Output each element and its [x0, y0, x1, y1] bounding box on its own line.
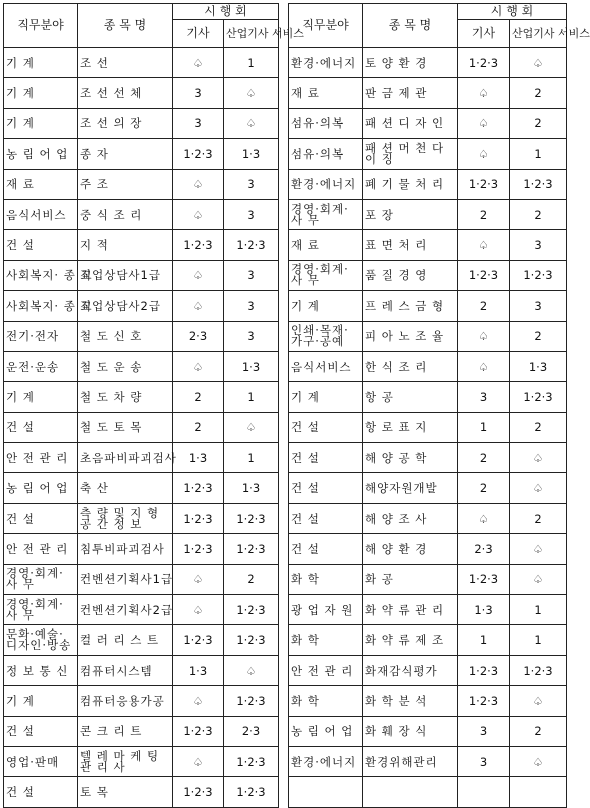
gisa-cell: 1·3: [173, 443, 224, 473]
field-cell: 농 림 어 업: [4, 139, 78, 169]
header-item: 종 목 명: [363, 4, 458, 48]
industrial-cell: 2: [510, 199, 567, 229]
gisa-cell: ♤: [173, 260, 224, 290]
industrial-cell: 3: [224, 291, 279, 321]
field-cell: 건 설: [289, 473, 363, 503]
industrial-cell: 2: [510, 412, 567, 442]
item-cell: 컨벤션기획사2급: [78, 595, 173, 625]
field-cell: 광 업 자 원: [289, 595, 363, 625]
field-cell: 기 계: [289, 382, 363, 412]
field-cell: 사회복지· 종 교: [4, 291, 78, 321]
gisa-cell: 1·2·3: [458, 48, 510, 78]
industrial-cell: 3: [224, 260, 279, 290]
table-row: [4, 746, 279, 776]
industrial-cell: 1: [224, 443, 279, 473]
field-cell: 경영·회계· 사 무: [289, 260, 363, 290]
field-cell: 건 설: [4, 412, 78, 442]
industrial-cell: 2: [510, 108, 567, 138]
field-cell: 건 설: [4, 777, 78, 807]
field-cell: 건 설: [289, 412, 363, 442]
table-row: [289, 48, 567, 78]
item-cell: 컨벤션기획사1급: [78, 564, 173, 594]
industrial-cell: ♤: [224, 108, 279, 138]
table-row: [289, 716, 567, 746]
industrial-cell: 1·2·3: [510, 382, 567, 412]
gisa-cell: 2·3: [458, 534, 510, 564]
field-cell: 문화·예술· 디자인·방송: [4, 625, 78, 655]
item-cell: 종 자: [78, 139, 173, 169]
industrial-cell: 1·3: [224, 351, 279, 381]
header-exam: 시 행 회: [458, 4, 567, 20]
table-row: [289, 321, 567, 351]
table-row: [4, 230, 279, 260]
table-row: [4, 291, 279, 321]
table-row: [4, 595, 279, 625]
table-row: [4, 139, 279, 169]
field-cell: 섬유·의복: [289, 139, 363, 169]
table-row: [289, 686, 567, 716]
table-row: [4, 48, 279, 78]
field-cell: 인쇄·목재· 가구·공예: [289, 321, 363, 351]
field-cell: 경영·회계· 사 무: [4, 595, 78, 625]
item-cell: 침투비파괴검사: [78, 534, 173, 564]
item-cell: 판 금 제 관: [363, 78, 458, 108]
industrial-cell: 1: [510, 595, 567, 625]
right-body: [289, 48, 567, 808]
gisa-cell: ♤: [173, 199, 224, 229]
item-cell: 철 도 토 목: [78, 412, 173, 442]
industrial-cell: ♤: [510, 48, 567, 78]
gisa-cell: 2·3: [173, 321, 224, 351]
table-row: [289, 777, 567, 807]
field-cell: 안 전 관 리: [4, 534, 78, 564]
table-row: [289, 230, 567, 260]
gisa-cell: 3: [173, 78, 224, 108]
item-cell: 직업상담사1급: [78, 260, 173, 290]
industrial-cell: ♤: [510, 443, 567, 473]
gisa-cell: 1·2·3: [173, 625, 224, 655]
industrial-cell: 2: [224, 564, 279, 594]
field-cell: 음식서비스: [4, 199, 78, 229]
header-field: 직무분야: [289, 4, 363, 48]
item-cell: 해 양 공 학: [363, 443, 458, 473]
table-row: [289, 412, 567, 442]
item-cell: 조 선 의 장: [78, 108, 173, 138]
item-cell: 항 공: [363, 382, 458, 412]
gisa-cell: ♤: [173, 48, 224, 78]
gisa-cell: ♤: [458, 78, 510, 108]
industrial-cell: 3: [224, 199, 279, 229]
header-industrial: 산업기사 서비스: [510, 20, 567, 48]
table-row: [4, 655, 279, 685]
item-cell: 토 양 환 경: [363, 48, 458, 78]
field-cell: 사회복지· 종 교: [4, 260, 78, 290]
gisa-cell: 1·2·3: [458, 686, 510, 716]
right-header: [289, 4, 590, 48]
table-row: [289, 169, 567, 199]
field-cell: 건 설: [289, 503, 363, 533]
table-row: [289, 564, 567, 594]
gisa-cell: 3: [173, 108, 224, 138]
industrial-cell: 1·2·3: [510, 655, 567, 685]
field-cell: 기 계: [4, 382, 78, 412]
gisa-cell: ♤: [458, 351, 510, 381]
field-cell: 화 학: [289, 564, 363, 594]
item-cell: 한 식 조 리: [363, 351, 458, 381]
left-body: [4, 48, 279, 808]
table-row: [4, 716, 279, 746]
gisa-cell: ♤: [458, 108, 510, 138]
gisa-cell: 1: [458, 625, 510, 655]
field-cell: 경영·회계· 사 무: [4, 564, 78, 594]
field-cell: 섬유·의복: [289, 108, 363, 138]
table-row: [289, 78, 567, 108]
gisa-cell: 2: [458, 199, 510, 229]
table-row: [289, 260, 567, 290]
industrial-cell: 1·2·3: [510, 169, 567, 199]
field-cell: 건 설: [289, 443, 363, 473]
item-cell: 피 아 노 조 율: [363, 321, 458, 351]
table-row: [289, 108, 567, 138]
field-cell: 전기·전자: [4, 321, 78, 351]
gisa-cell: 1·2·3: [173, 473, 224, 503]
table-row: [289, 473, 567, 503]
item-cell: 철 도 운 송: [78, 351, 173, 381]
gisa-cell: 1·3: [173, 655, 224, 685]
table-row: [289, 534, 567, 564]
item-cell: 중 식 조 리: [78, 199, 173, 229]
gisa-cell: 3: [458, 382, 510, 412]
table-row: [289, 139, 567, 169]
item-cell: 화 학 분 석: [363, 686, 458, 716]
item-cell: 프 레 스 금 형: [363, 291, 458, 321]
table-row: [4, 564, 279, 594]
table-row: [4, 199, 279, 229]
item-cell: 직업상담사2급: [78, 291, 173, 321]
gisa-cell: 1: [458, 412, 510, 442]
industrial-cell: ♤: [510, 686, 567, 716]
item-cell: 환경위해관리: [363, 746, 458, 776]
industrial-cell: 1: [224, 382, 279, 412]
industrial-cell: 1·2·3: [510, 260, 567, 290]
item-cell: 주 조: [78, 169, 173, 199]
table-row: [289, 655, 567, 685]
industrial-cell: 2: [510, 503, 567, 533]
gisa-cell: ♤: [458, 139, 510, 169]
header-gisa: 기사: [173, 20, 224, 48]
gisa-cell: 2: [173, 382, 224, 412]
table-row: [4, 412, 279, 442]
industrial-cell: ♤: [510, 564, 567, 594]
industrial-cell: 2·3: [224, 716, 279, 746]
field-cell: 기 계: [289, 291, 363, 321]
item-cell: 화 공: [363, 564, 458, 594]
item-cell: 폐 기 물 처 리: [363, 169, 458, 199]
industrial-cell: 1·2·3: [224, 503, 279, 533]
gisa-cell: 3: [458, 746, 510, 776]
industrial-cell: 1·3: [224, 139, 279, 169]
gisa-cell: ♤: [173, 169, 224, 199]
field-cell: 농 림 어 업: [4, 473, 78, 503]
table-row: [289, 199, 567, 229]
table-row: [4, 351, 279, 381]
gisa-cell: 1·2·3: [458, 260, 510, 290]
gisa-cell: 1·2·3: [458, 564, 510, 594]
industrial-cell: 1·2·3: [224, 230, 279, 260]
item-cell: 측 량 및 지 형 공 간 정 보: [78, 503, 173, 533]
item-cell: 해 양 조 사: [363, 503, 458, 533]
item-cell: 컴퓨터응용가공: [78, 686, 173, 716]
industrial-cell: ♤: [224, 412, 279, 442]
table-row: [4, 777, 279, 807]
item-cell: 패 션 디 자 인: [363, 108, 458, 138]
field-cell: 영업·판매: [4, 746, 78, 776]
gisa-cell: 3: [458, 716, 510, 746]
field-cell: 안 전 관 리: [289, 655, 363, 685]
gisa-cell: 1·2·3: [173, 777, 224, 807]
item-cell: 컬 러 리 스 트: [78, 625, 173, 655]
table-row: [289, 351, 567, 381]
industrial-cell: ♤: [224, 78, 279, 108]
industrial-cell: 1·2·3: [224, 625, 279, 655]
field-cell: 환경·에너지: [289, 169, 363, 199]
industrial-cell: 1·3: [224, 473, 279, 503]
table-row: [4, 625, 279, 655]
item-cell: 해양자원개발: [363, 473, 458, 503]
item-cell: 품 질 경 영: [363, 260, 458, 290]
table-row: [4, 169, 279, 199]
item-cell: 표 면 처 리: [363, 230, 458, 260]
table-row: [4, 108, 279, 138]
field-cell: 기 계: [4, 48, 78, 78]
table-row: [4, 78, 279, 108]
field-cell: 건 설: [4, 503, 78, 533]
industrial-cell: 1·2·3: [224, 534, 279, 564]
item-cell: 토 목: [78, 777, 173, 807]
item-cell: 패 션 머 천 다 이 징: [363, 139, 458, 169]
industrial-cell: 1·3: [510, 351, 567, 381]
header-exam: 시 행 회: [173, 4, 279, 20]
gisa-cell: 2: [173, 412, 224, 442]
industrial-cell: 1: [510, 625, 567, 655]
table-row: [4, 534, 279, 564]
industrial-cell: 1·2·3: [224, 777, 279, 807]
gisa-cell: 1·2·3: [173, 716, 224, 746]
table-row: [289, 746, 567, 776]
industrial-cell: ♤: [510, 534, 567, 564]
item-cell: 철 도 신 호: [78, 321, 173, 351]
field-cell: 재 료: [289, 230, 363, 260]
table-row: [4, 443, 279, 473]
table-row: [289, 291, 567, 321]
gisa-cell: 2: [458, 291, 510, 321]
header-field: 직무분야: [4, 4, 78, 48]
table-row: [4, 321, 279, 351]
gisa-cell: ♤: [173, 746, 224, 776]
table-row: [4, 503, 279, 533]
item-cell: 컴퓨터시스템: [78, 655, 173, 685]
field-cell: 음식서비스: [289, 351, 363, 381]
industrial-cell: 3: [510, 291, 567, 321]
gisa-cell: 1·2·3: [458, 169, 510, 199]
table-row: [289, 503, 567, 533]
item-cell: 철 도 차 량: [78, 382, 173, 412]
item-cell: 포 장: [363, 199, 458, 229]
item-cell: 지 적: [78, 230, 173, 260]
industrial-cell: 2: [510, 716, 567, 746]
table-row: [4, 382, 279, 412]
gisa-cell: ♤: [458, 321, 510, 351]
left-header: [4, 4, 304, 48]
table-row: [289, 443, 567, 473]
field-cell: 기 계: [4, 108, 78, 138]
industrial-cell: 1: [224, 48, 279, 78]
field-cell: 운전·운송: [4, 351, 78, 381]
field-cell: 농 림 어 업: [289, 716, 363, 746]
item-cell: 축 산: [78, 473, 173, 503]
field-cell: 재 료: [289, 78, 363, 108]
item-cell: 콘 크 리 트: [78, 716, 173, 746]
field-cell: 건 설: [4, 230, 78, 260]
field-cell: 기 계: [4, 686, 78, 716]
industrial-cell: 3: [224, 169, 279, 199]
gisa-cell: ♤: [173, 595, 224, 625]
gisa-cell: ♤: [173, 351, 224, 381]
industrial-cell: 3: [224, 321, 279, 351]
item-cell: 항 로 표 지: [363, 412, 458, 442]
item-cell: 화재감식평가: [363, 655, 458, 685]
right-table: [288, 3, 590, 808]
field-cell: 정 보 통 신: [4, 655, 78, 685]
field-cell: 환경·에너지: [289, 746, 363, 776]
gisa-cell: 1·2·3: [458, 655, 510, 685]
gisa-cell: [458, 777, 510, 807]
header-gisa: 기사: [458, 20, 510, 48]
field-cell: 재 료: [4, 169, 78, 199]
table-row: [289, 625, 567, 655]
table-row: [4, 473, 279, 503]
industrial-cell: 1·2·3: [224, 595, 279, 625]
item-cell: 화 훼 장 식: [363, 716, 458, 746]
item-cell: 텔 레 마 케 팅 관 리 사: [78, 746, 173, 776]
item-cell: 초음파비파괴검사: [78, 443, 173, 473]
field-cell: 안 전 관 리: [4, 443, 78, 473]
gisa-cell: ♤: [173, 564, 224, 594]
industrial-cell: 1·2·3: [224, 686, 279, 716]
industrial-cell: ♤: [510, 473, 567, 503]
gisa-cell: 1·2·3: [173, 534, 224, 564]
table-row: [289, 595, 567, 625]
industrial-cell: 3: [510, 230, 567, 260]
item-cell: [363, 777, 458, 807]
item-cell: 조 선 선 체: [78, 78, 173, 108]
table-row: [4, 260, 279, 290]
item-cell: 화 약 류 관 리: [363, 595, 458, 625]
gisa-cell: ♤: [173, 291, 224, 321]
item-cell: 조 선: [78, 48, 173, 78]
gisa-cell: 1·2·3: [173, 503, 224, 533]
gisa-cell: 2: [458, 443, 510, 473]
gisa-cell: ♤: [458, 503, 510, 533]
gisa-cell: ♤: [173, 686, 224, 716]
field-cell: 화 학: [289, 686, 363, 716]
field-cell: 건 설: [4, 716, 78, 746]
table-row: [289, 382, 567, 412]
gisa-cell: 1·2·3: [173, 230, 224, 260]
industrial-cell: 2: [510, 78, 567, 108]
item-cell: 화 약 류 제 조: [363, 625, 458, 655]
industrial-cell: [510, 777, 567, 807]
field-cell: 건 설: [289, 534, 363, 564]
header-item: 종 목 명: [78, 4, 173, 48]
left-table: [3, 3, 304, 808]
industrial-cell: 1·2·3: [224, 746, 279, 776]
header-industrial: 산업기사 서비스: [224, 20, 279, 48]
industrial-cell: ♤: [224, 655, 279, 685]
item-cell: 해 양 환 경: [363, 534, 458, 564]
gisa-cell: 1·3: [458, 595, 510, 625]
industrial-cell: ♤: [510, 746, 567, 776]
field-cell: [289, 777, 363, 807]
gisa-cell: ♤: [458, 230, 510, 260]
industrial-cell: 2: [510, 321, 567, 351]
field-cell: 기 계: [4, 78, 78, 108]
field-cell: 환경·에너지: [289, 48, 363, 78]
field-cell: 화 학: [289, 625, 363, 655]
gisa-cell: 1·2·3: [173, 139, 224, 169]
industrial-cell: 1: [510, 139, 567, 169]
field-cell: 경영·회계· 사 무: [289, 199, 363, 229]
table-row: [4, 686, 279, 716]
gisa-cell: 2: [458, 473, 510, 503]
